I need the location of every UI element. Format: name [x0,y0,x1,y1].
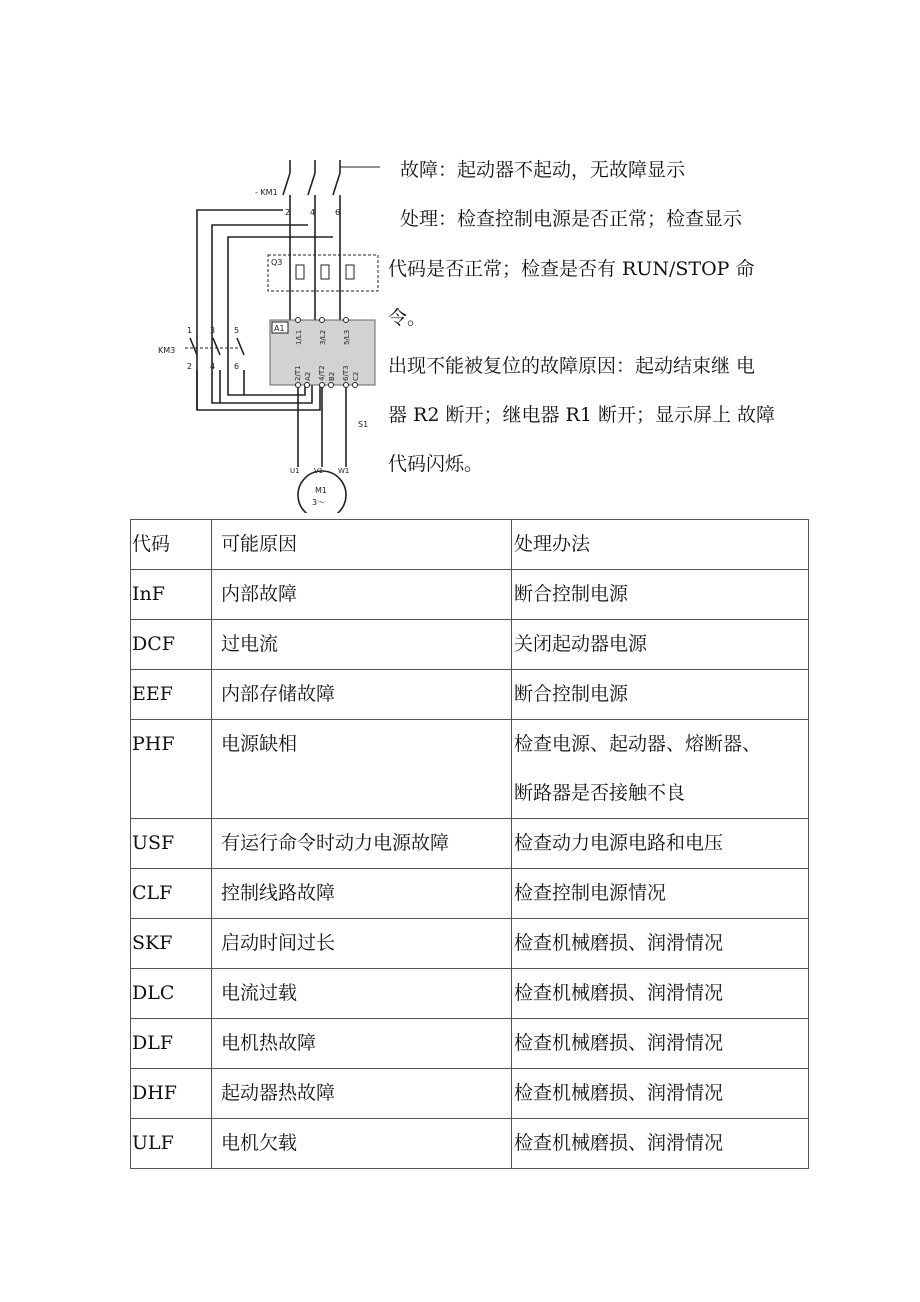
km3-label: KM3 [158,346,176,355]
table-row [131,819,809,869]
handling-line-2: 代码是否正常；检查是否有 RUN/STOP 命 [388,258,755,280]
header-cause: 可能原因 [212,520,512,570]
km3-contacts [185,338,244,355]
cell-code: CLF [131,869,212,919]
cell-action: 检查电源、起动器、熔断器、 断路器是否接触不良 [512,720,809,819]
cell-cause: 起动器热故障 [212,1069,512,1119]
unreset-line-1: 出现不能被复位的故障原因：起动结束继 电 [388,355,756,377]
km1-num-6: 6 [335,208,341,217]
table-row [131,620,809,670]
cell-cause: 内部存储故障 [212,670,512,720]
a1-label: A1 [274,324,285,333]
cell-cause: 过电流 [212,620,512,670]
term-6t3: 6/T3 [342,365,350,381]
cell-code: InF [131,570,212,620]
motor-m1-phase: 3～ [312,498,326,507]
handling-line-3: 令。 [388,307,427,329]
term-v1: V1 [314,467,324,475]
unreset-line-3: 代码闪烁。 [388,453,484,475]
term-b2: B2 [328,371,336,381]
unreset-line-2: 器 R2 断开；继电器 R1 断开；显示屏上 故障 [388,404,775,426]
term-w1: W1 [338,467,350,475]
motor-m1-label: M1 [315,486,327,495]
table-row [131,670,809,720]
fault-code-table [130,519,809,1169]
term-1l1: 1/L1 [295,329,303,345]
term-5l3: 5/L3 [343,329,351,345]
km1-contacts [283,160,380,320]
cell-code: SKF [131,919,212,969]
km1-num-2: 2 [285,208,291,217]
circuit-diagram [155,155,385,513]
table-row [131,969,809,1019]
km3-top-5: 5 [234,326,240,335]
cell-code: DCF [131,620,212,670]
km1-num-4: 4 [310,208,316,217]
term-c2: C2 [352,371,360,381]
cell-code: USF [131,819,212,869]
cell-code: PHF [131,720,212,819]
table-row [131,720,809,819]
table-row [131,919,809,969]
cell-action: 检查机械磨损、润滑情况 [512,969,809,1019]
table-row [131,1119,809,1169]
term-3l2: 3/L2 [319,329,327,345]
handling-line-1: 处理：检查控制电源是否正常；检查显示 [400,208,743,230]
term-2t1: 2/T1 [294,365,302,381]
cell-cause: 电源缺相 [212,720,512,819]
cell-cause: 电机热故障 [212,1019,512,1069]
cell-action: 检查机械磨损、润滑情况 [512,919,809,969]
cell-cause: 内部故障 [212,570,512,620]
cell-action: 断合控制电源 [512,670,809,720]
table-row [131,1069,809,1119]
cell-action: 检查机械磨损、润滑情况 [512,1069,809,1119]
km3-bot-6: 6 [234,362,240,371]
cell-code: DLC [131,969,212,1019]
km1-label: - KM1 [255,188,278,197]
header-action: 处理办法 [512,520,809,570]
cell-action: 检查机械磨损、润滑情况 [512,1119,809,1169]
q3-label: Q3 [271,258,283,267]
cell-action: 断合控制电源 [512,570,809,620]
fuse-1 [296,265,304,279]
table-row [131,869,809,919]
fault-description: 故障：起动器不起动，无故障显示 [400,159,686,181]
table-row [131,570,809,620]
km3-top-3: 3 [210,326,216,335]
cell-action: 检查控制电源情况 [512,869,809,919]
cell-cause: 有运行命令时动力电源故障 [212,819,512,869]
s1-label: S1 [358,420,369,429]
term-4t2: 4/T2 [318,365,326,381]
km3-top-1: 1 [187,326,193,335]
term-a2: A2 [304,371,312,381]
km3-bot-4: 4 [210,362,216,371]
fuse-3 [346,265,354,279]
table-row [131,1019,809,1069]
cell-cause: 启动时间过长 [212,919,512,969]
table-header-row [131,520,809,570]
cell-cause: 电流过载 [212,969,512,1019]
cell-code: DLF [131,1019,212,1069]
q3-box [268,255,378,291]
km3-bot-2: 2 [187,362,193,371]
cell-cause: 电机欠载 [212,1119,512,1169]
cell-action: 关闭起动器电源 [512,620,809,670]
header-code: 代码 [131,520,212,570]
cell-cause: 控制线路故障 [212,869,512,919]
cell-code: ULF [131,1119,212,1169]
term-u1: U1 [290,467,300,475]
cell-action: 检查机械磨损、润滑情况 [512,1019,809,1069]
fuse-2 [321,265,329,279]
cell-code: DHF [131,1069,212,1119]
cell-action: 检查动力电源电路和电压 [512,819,809,869]
cell-code: EEF [131,670,212,720]
